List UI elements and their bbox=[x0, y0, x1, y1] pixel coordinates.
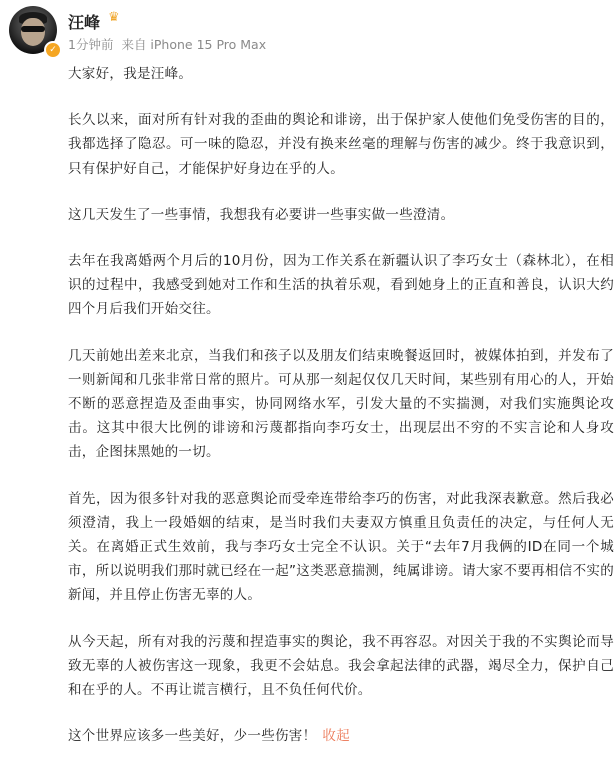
paragraph-clarify: 这几天发生了一些事情，我想我有必要讲一些事实做一些澄清。 bbox=[68, 206, 455, 223]
paragraph-apology: 首先，因为很多针对我的恶意舆论而受牵连带给李巧的伤害，对此我深表歉意。然后我必须澄清，我上一段婚姻的结束，是当时我们夫妻双方慎重且负责任的决定，与任何人无关。在离婚正式生效前，我与李巧女士完全不认识。关于“去年7月我俩的ID在同一个城市，所以说明我们那时就已经在一起”这类恶意揣测，纯属诽谤。请大家不要再相信不实的新闻，并且停止伤害无辜的人。 bbox=[68, 490, 614, 604]
paragraph-meeting: 去年在我离婚两个月后的10月份，因为工作关系在新疆认识了李巧女士（森林北），在相识的过程中，我感受到她对工作和生活的执着乐观，看到她身上的正直和善良，认识大约四个月后我们开始交往。 bbox=[68, 253, 614, 318]
paragraph-intro: 长久以来，面对所有针对我的歪曲的舆论和诽谤，出于保护家人使他们免受伤害的目的，我都选择了隐忍。可一味的隐忍，并没有换来丝毫的理解与伤害的减少。终于我意识到，只有保护好自己，才能保护好身边在乎的人。 bbox=[68, 112, 614, 177]
avatar-face bbox=[21, 18, 45, 46]
author-name[interactable]: 汪峰 bbox=[68, 13, 101, 32]
post-time: 1分钟前 bbox=[68, 37, 114, 52]
paragraph-legal: 从今天起，所有对我的污蔑和捏造事实的舆论，我不再容忍。对因关于我的不实舆论而导致无辜的人被伤害这一现象，我更不会姑息。我会拿起法律的武器，竭尽全力，保护自己和在乎的人。不再让谎言横行，且不负任何代价。 bbox=[68, 633, 614, 699]
paragraph-closing bbox=[68, 724, 614, 748]
collapse-link[interactable]: 收起 bbox=[322, 728, 351, 745]
post-meta bbox=[68, 35, 270, 53]
post-body bbox=[68, 62, 614, 748]
paragraph-greeting: 大家好，我是汪峰。 bbox=[68, 66, 193, 82]
avatar-glasses bbox=[21, 26, 45, 32]
post-source: 来自 iPhone 15 Pro Max bbox=[121, 37, 267, 52]
paragraph-media: 几天前她出差来北京，当我们和孩子以及朋友们结束晚餐返回时，被媒体拍到，并发布了一则新闻和几张非常日常的照片。可从那一刻起仅仅几天时间，某些别有用心的人，开始不断的恶意捏造及歪曲事实，协同网络水军，引发大量的不实揣测，对我们实施舆论攻击。这其中很大比例的诽谤和污蔑都指向李巧女士，出现层出不穷的不实言论和人身攻击，企图抹黑她的一切。 bbox=[68, 347, 614, 461]
verified-badge-icon: ✓ bbox=[44, 41, 62, 59]
closing-text: 这个世界应该多一些美好，少一些伤害！ bbox=[68, 728, 317, 745]
post-header bbox=[0, 0, 616, 60]
member-crown-icon: ♛ bbox=[108, 10, 120, 25]
